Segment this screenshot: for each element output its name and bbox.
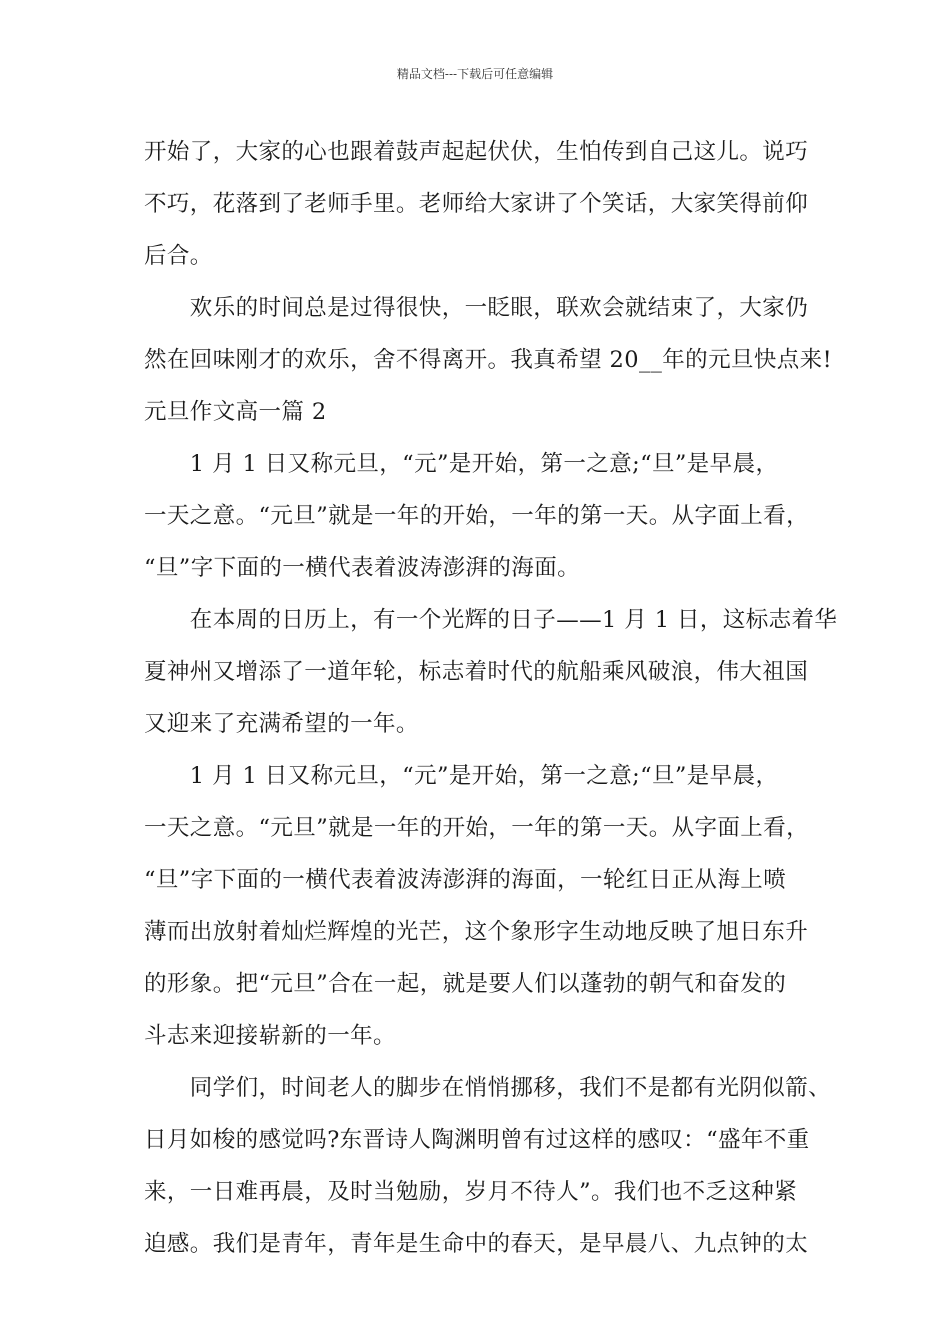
text-line: 1 月 1 日又称元旦，“元”是开始，第一之意;“旦”是早晨， [144,763,779,789]
text-line: 欢乐的时间总是过得很快，一眨眼，联欢会就结束了，大家仍 [144,295,809,321]
page-header: 精品文档---下载后可任意编辑 [396,67,554,81]
text-line: 然在回味刚才的欢乐，舍不得离开。我真希望 20__年的元旦快点来! [144,347,833,373]
text-line: 来，一日难再晨，及时当勉励，岁月不待人”。我们也不乏这种紧 [144,1179,798,1205]
text-line: 一天之意。“元旦”就是一年的开始，一年的第一天。从字面上看， [144,815,810,841]
text-line: “旦”字下面的一横代表着波涛澎湃的海面，一轮红日正从海上喷 [144,867,787,893]
text-line: 后合。 [144,243,213,269]
text-line: 一天之意。“元旦”就是一年的开始，一年的第一天。从字面上看， [144,503,810,529]
text-line: 斗志来迎接崭新的一年。 [144,1023,396,1049]
text-line: 夏神州又增添了一道年轮，标志着时代的航船乘风破浪，伟大祖国 [144,659,809,685]
text-line: 同学们，时间老人的脚步在悄悄挪移，我们不是都有光阴似箭、 [144,1075,832,1101]
text-line: 薄而出放射着灿烂辉煌的光芒，这个象形字生动地反映了旭日东升 [144,919,809,945]
text-line: 的形象。把“元旦”合在一起，就是要人们以蓬勃的朝气和奋发的 [144,971,787,997]
text-line: 日月如梭的感觉吗?东晋诗人陶渊明曾有过这样的感叹：“盛年不重 [144,1127,810,1153]
text-line: 开始了，大家的心也跟着鼓声起起伏伏，生怕传到自己这儿。说巧 [144,139,809,165]
text-line: 在本周的日历上，有一个光辉的日子——1 月 1 日，这标志着华 [144,607,838,633]
text-line: 1 月 1 日又称元旦，“元”是开始，第一之意;“旦”是早晨， [144,451,779,477]
document-body [144,126,838,1270]
text-line: 又迎来了充满希望的一年。 [144,711,419,737]
text-line: 不巧，花落到了老师手里。老师给大家讲了个笑话，大家笑得前仰 [144,191,809,217]
text-line: 迫感。我们是青年，青年是生命中的春天，是早晨八、九点钟的太 [144,1231,809,1257]
section-heading: 元旦作文高一篇 2 [144,399,327,425]
text-line: “旦”字下面的一横代表着波涛澎湃的海面。 [144,555,581,581]
